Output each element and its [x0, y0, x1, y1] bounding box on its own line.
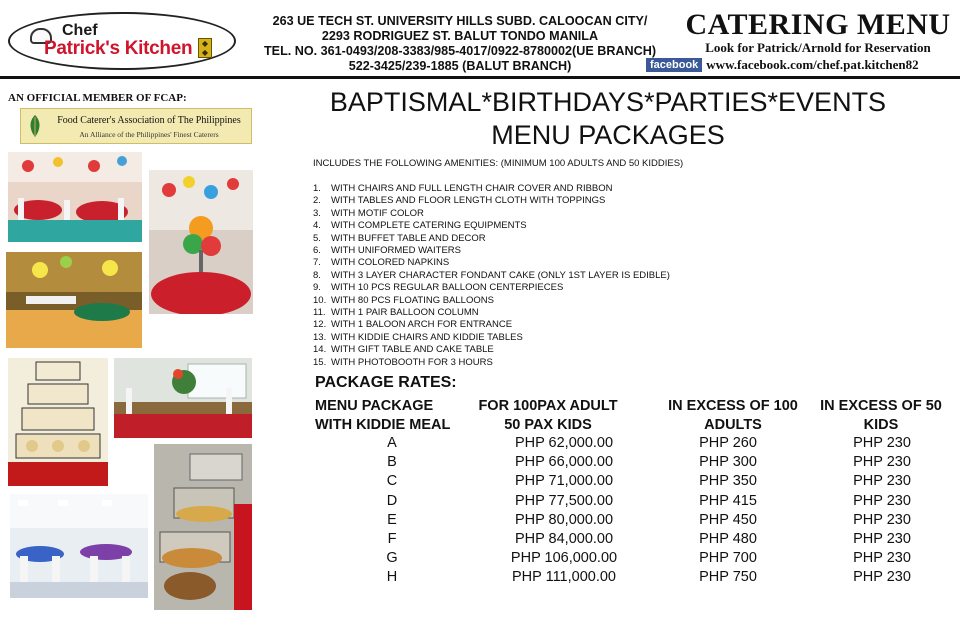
amenity-text: WITH 1 BALOON ARCH FOR ENTRANCE — [331, 319, 513, 331]
excess-kid-rate: PHP 230 — [853, 530, 911, 547]
event-photo — [8, 152, 142, 242]
excess-adult-rate: PHP 300 — [699, 454, 757, 471]
amenity-item — [313, 233, 670, 245]
amenity-number: 1. — [313, 183, 321, 194]
excess-adult-rate: PHP 700 — [699, 550, 757, 567]
amenity-item — [313, 282, 670, 294]
excess-kid-rate: PHP 230 — [853, 454, 911, 471]
amenity-number: 10. — [313, 294, 327, 306]
facebook-row — [646, 58, 958, 74]
amenity-number: 14. — [313, 344, 327, 356]
amenity-item — [313, 257, 670, 269]
package-price: PHP 111,000.00 — [512, 569, 616, 586]
amenity-item — [313, 245, 670, 257]
excess-adult-rate: PHP 415 — [699, 492, 757, 509]
logo — [8, 12, 236, 70]
column-header-base-price: FOR 100PAX ADULT 50 PAX KIDS — [478, 398, 618, 433]
excess-adult-rate: PHP 750 — [699, 569, 757, 586]
seal-icon: ◆ ◆ — [198, 38, 212, 58]
package-price: PHP 71,000.00 — [514, 473, 614, 490]
page-title — [290, 86, 926, 152]
amenity-number: 6. — [313, 245, 321, 257]
amenity-text: WITH COMPLETE CATERING EQUIPMENTS — [331, 220, 527, 232]
package-code: G — [386, 550, 398, 567]
amenity-text: WITH 3 LAYER CHARACTER FONDANT CAKE (ONLY 1ST LAYER IS EDIBLE) — [331, 269, 670, 281]
title-line: BAPTISMAL*BIRTHDAYS*PARTIES*EVENTS — [329, 87, 887, 117]
event-photo — [6, 252, 142, 348]
address-line: 522-3425/239-1885 (BALUT BRANCH) — [348, 59, 572, 73]
amenity-text: WITH BUFFET TABLE AND DECOR — [331, 232, 486, 244]
amenity-number: 3. — [313, 207, 321, 219]
column-header-package: MENU PACKAGE WITH KIDDIE MEAL — [315, 398, 451, 433]
rates-title: PACKAGE RATES: — [315, 374, 457, 391]
table-row — [0, 568, 960, 587]
amenity-text: WITH 10 PCS REGULAR BALLOON CENTERPIECES — [331, 282, 564, 294]
amenity-item — [313, 357, 670, 369]
amenity-number: 2. — [313, 195, 321, 207]
address-line: 263 UE TECH ST. UNIVERSITY HILLS SUBD. CALOOCAN CITY/ — [272, 14, 648, 28]
excess-kid-rate: PHP 230 — [853, 473, 911, 490]
amenity-text: WITH COLORED NAPKINS — [331, 257, 450, 269]
amenity-item — [313, 195, 670, 207]
amenity-number: 7. — [313, 257, 321, 269]
package-code: C — [386, 473, 398, 490]
excess-adult-rate: PHP 480 — [699, 530, 757, 547]
excess-adult-rate: PHP 260 — [699, 435, 757, 451]
fcap-tagline: An Alliance of the Philippines' Finest Caterers — [79, 130, 219, 139]
table-row — [0, 511, 960, 530]
amenity-number: 5. — [313, 232, 321, 244]
excess-adult-rate: PHP 350 — [699, 473, 757, 490]
amenity-text: WITH UNIFORMED WAITERS — [331, 245, 461, 257]
event-photo — [114, 358, 252, 438]
table-row — [0, 549, 960, 568]
table-row — [0, 472, 960, 491]
package-code: E — [387, 511, 397, 528]
package-price: PHP 77,500.00 — [514, 492, 614, 509]
title-line: MENU PACKAGES — [491, 120, 725, 150]
amenity-text: WITH TABLES AND FLOOR LENGTH CLOTH WITH TOPPINGS — [331, 195, 606, 207]
amenity-text: WITH CHAIRS AND FULL LENGTH CHAIR COVER AND RIBBON — [331, 183, 613, 194]
column-header-excess-kids: IN EXCESS OF 50 KIDS — [820, 398, 942, 433]
excess-kid-rate: PHP 230 — [853, 569, 911, 586]
address-block — [240, 14, 680, 74]
table-row — [0, 434, 960, 453]
amenity-text: WITH PHOTOBOOTH FOR 3 HOURS — [331, 356, 493, 368]
logo-chef-text: Chef — [62, 22, 98, 39]
column-header-excess-adults: IN EXCESS OF 100 ADULTS — [668, 398, 798, 433]
amenity-item — [313, 183, 670, 195]
amenity-item — [313, 319, 670, 331]
excess-kid-rate: PHP 230 — [853, 550, 911, 567]
brand-title: CATERING MENU — [685, 8, 951, 41]
amenity-text: WITH 80 PCS FLOATING BALLOONS — [331, 294, 494, 306]
header — [0, 0, 960, 78]
facebook-url[interactable]: www.facebook.com/chef.pat.kitchen82 — [706, 57, 919, 72]
table-row — [0, 492, 960, 511]
excess-kid-rate: PHP 230 — [853, 511, 911, 528]
excess-kid-rate: PHP 230 — [853, 492, 911, 509]
amenity-item — [313, 220, 670, 232]
package-price: PHP 80,000.00 — [514, 511, 614, 528]
fcap-name: Food Caterer's Association of The Philippines — [57, 115, 241, 126]
amenity-item — [313, 344, 670, 356]
table-row — [0, 530, 960, 549]
excess-adult-rate: PHP 450 — [699, 511, 757, 528]
header-divider — [0, 76, 960, 79]
amenity-number: 15. — [313, 356, 327, 368]
amenities-intro: INCLUDES THE FOLLOWING AMENITIES: (MINIMUM 100 ADULTS AND 50 KIDDIES) — [313, 158, 684, 169]
amenity-item — [313, 332, 670, 344]
fcap-member-label: AN OFFICIAL MEMBER OF FCAP: — [8, 92, 187, 104]
address-line: TEL. NO. 361-0493/208-3383/985-4017/0922-8780002(UE BRANCH) — [263, 44, 657, 58]
excess-kid-rate: PHP 230 — [853, 435, 911, 451]
logo-name-text: Patrick's Kitchen — [44, 38, 193, 59]
package-code: A — [387, 435, 397, 451]
amenity-number: 12. — [313, 319, 327, 331]
amenity-number: 13. — [313, 331, 327, 343]
amenity-item — [313, 295, 670, 307]
amenity-item — [313, 208, 670, 220]
facebook-icon: facebook — [646, 58, 702, 72]
fcap-logo — [20, 108, 252, 144]
amenity-number: 8. — [313, 269, 321, 281]
amenity-text: WITH KIDDIE CHAIRS AND KIDDIE TABLES — [331, 331, 523, 343]
package-price: PHP 106,000.00 — [510, 550, 618, 567]
package-code: D — [386, 492, 398, 509]
package-code: B — [387, 454, 397, 471]
package-code: H — [386, 569, 398, 586]
table-row — [0, 453, 960, 472]
amenity-number: 4. — [313, 220, 321, 232]
amenities-list — [313, 183, 670, 369]
amenity-number: 11. — [313, 307, 326, 319]
leaf-icon — [27, 113, 43, 139]
address-line: 2293 RODRIGUEZ ST. BALUT TONDO MANILA — [321, 29, 599, 43]
amenity-text: WITH MOTIF COLOR — [331, 207, 424, 219]
rates-table — [0, 434, 960, 588]
event-photo — [149, 170, 253, 314]
package-price: PHP 66,000.00 — [514, 454, 614, 471]
amenity-text: WITH 1 PAIR BALLOON COLUMN — [331, 307, 479, 319]
package-price: PHP 84,000.00 — [514, 530, 614, 547]
package-price: PHP 62,000.00 — [514, 435, 614, 451]
amenity-item — [313, 307, 670, 319]
package-code: F — [387, 530, 397, 547]
amenity-number: 9. — [313, 282, 321, 294]
reservation-note: Look for Patrick/Arnold for Reservation — [705, 40, 931, 55]
amenity-item — [313, 270, 670, 282]
amenity-text: WITH GIFT TABLE AND CAKE TABLE — [331, 344, 494, 356]
